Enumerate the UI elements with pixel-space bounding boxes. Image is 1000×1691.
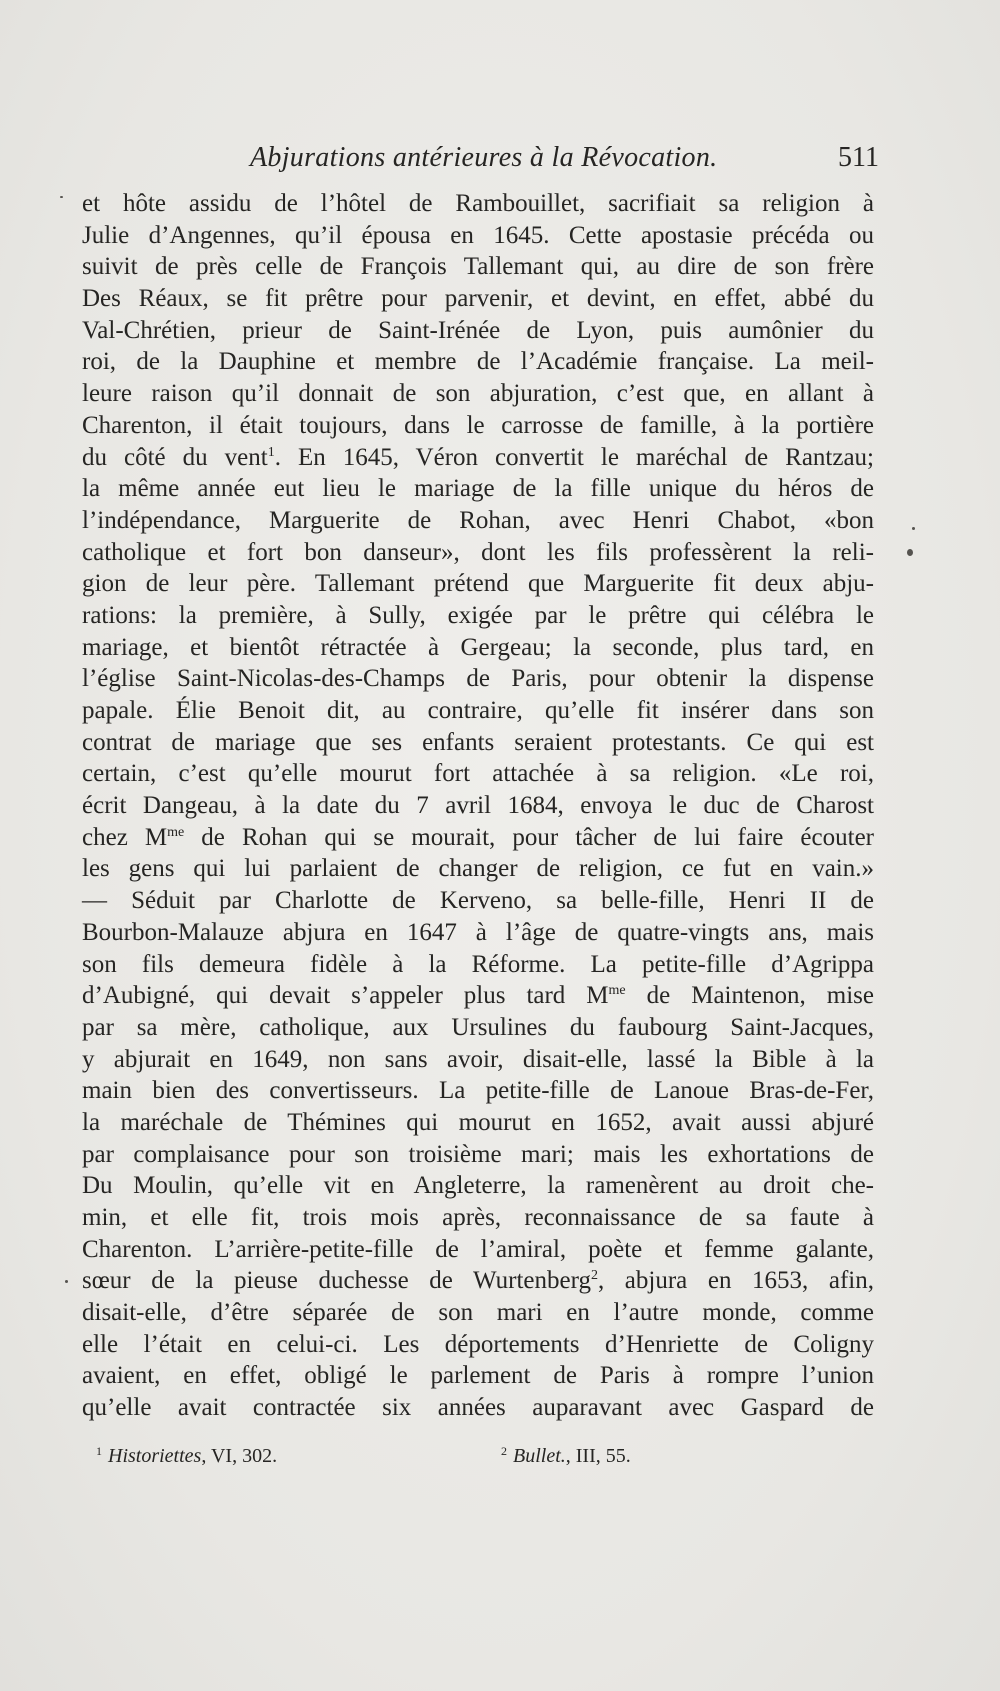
footnote-1	[96, 1444, 277, 1468]
text-segment: sœur de la pieuse duchesse de Wurtenberg	[82, 1267, 591, 1295]
text-line: la même année eut lieu le mariage de la fille unique du héros de	[82, 475, 874, 503]
ink-speck	[907, 549, 913, 556]
text-segment: de Maintenon, mise	[625, 982, 874, 1010]
footnotes	[96, 1444, 816, 1474]
footnote-work-title: Historiettes	[108, 1445, 202, 1467]
body-text	[82, 188, 874, 1424]
text-line: Des Réaux, se fit prêtre pour parvenir, et devint, en effet, abbé du	[82, 285, 874, 313]
text-segment: . En 1645, Véron convertit le maréchal de Rantzau;	[274, 443, 874, 471]
text-line	[82, 1265, 874, 1297]
text-line: papale. Élie Benoit dit, au contraire, qu’elle fit insérer dans son	[82, 697, 874, 724]
text-line: y abjurait en 1649, non sans avoir, disait-elle, lassé la Bible à la	[82, 1045, 874, 1073]
ink-speck	[60, 196, 63, 198]
text-line: par complaisance pour son troisième mari; mais les exhortations de	[82, 1140, 874, 1168]
text-line: catholique et fort bon danseur», dont les fils professèrent la reli-	[82, 538, 874, 566]
superscript-me: me	[167, 824, 185, 840]
text-line: Julie d’Angennes, qu’il épousa en 1645. Cette apostasie précéda ou	[82, 221, 874, 249]
text-line: Bourbon-Malauze abjura en 1647 à l’âge de quatre-vingts ans, mais	[82, 918, 874, 946]
text-line	[82, 980, 874, 1012]
footnote-work-title: Bullet.	[513, 1445, 566, 1467]
footnote-marker: 1	[96, 1444, 102, 1458]
text-line: leure raison qu’il donnait de son abjuration, c’est que, en allant à	[82, 380, 874, 408]
text-line: Val-Chrétien, prieur de Saint-Irénée de Lyon, puis aumônier du	[82, 316, 874, 344]
footnote-2	[501, 1444, 631, 1468]
text-segment: , abjura en 1653, afin,	[597, 1267, 874, 1295]
text-line: et hôte assidu de l’hôtel de Rambouillet, sacrifiait sa religion à	[82, 190, 874, 217]
text-line: mariage, et bientôt rétractée à Gergeau; la seconde, plus tard, en	[82, 633, 874, 661]
text-segment: chez M	[82, 823, 168, 851]
text-line	[82, 822, 874, 854]
footnote-ref-2: 2	[590, 1268, 598, 1284]
footnote-marker: 2	[501, 1444, 507, 1458]
text-line: par sa mère, catholique, aux Ursulines du faubourg Saint-Jacques,	[82, 1013, 874, 1041]
footnote-reference: , III, 55.	[565, 1445, 631, 1467]
text-line: l’indépendance, Marguerite de Rohan, avec Henri Chabot, «bon	[82, 506, 874, 534]
text-line: l’église Saint-Nicolas-des-Champs de Paris, pour obtenir la dispense	[82, 665, 874, 693]
text-line: Charenton, il était toujours, dans le carrosse de famille, à la portière	[82, 411, 874, 439]
footnote-ref-1: 1	[267, 444, 275, 460]
text-line: disait-elle, d’être séparée de son mari en l’autre monde, comme	[82, 1299, 874, 1327]
text-line: les gens qui lui parlaient de changer de religion, ce fut en vain.»	[82, 855, 874, 883]
superscript-me: me	[608, 983, 626, 999]
text-line: — Séduit par Charlotte de Kerveno, sa belle-fille, Henri II de	[82, 887, 874, 915]
text-line: qu’elle avait contractée six années auparavant avec Gaspard de	[82, 1394, 874, 1422]
ink-speck	[65, 1280, 68, 1283]
footnote-reference: , VI, 302.	[201, 1445, 278, 1467]
running-head	[0, 142, 1000, 182]
text-line: son fils demeura fidèle à la Réforme. La petite-fille d’Agrippa	[82, 950, 874, 978]
text-line: certain, c’est qu’elle mourut fort attachée à sa religion. «Le roi,	[82, 760, 874, 788]
text-segment: du côté du vent	[82, 443, 268, 471]
running-title: Abjurations antérieures à la Révocation.	[250, 142, 718, 173]
text-line: écrit Dangeau, à la date du 7 avril 1684, envoya le duc de Charost	[82, 792, 874, 820]
text-line: Charenton. L’arrière-petite-fille de l’amiral, poète et femme galante,	[82, 1235, 874, 1263]
text-line: la maréchale de Thémines qui mourut en 1652, avait aussi abjuré	[82, 1108, 874, 1136]
text-segment: d’Aubigné, qui devait s’appeler plus tard M	[82, 982, 609, 1010]
page-number: 511	[838, 142, 879, 173]
text-line: avaient, en effet, obligé le parlement de Paris à rompre l’union	[82, 1362, 874, 1390]
text-line: suivit de près celle de François Tallemant qui, au dire de son frère	[82, 253, 874, 281]
text-line: Du Moulin, qu’elle vit en Angleterre, la ramenèrent au droit che-	[82, 1172, 874, 1200]
ink-speck	[912, 527, 915, 530]
text-line: contrat de mariage que ses enfants seraient protestants. Ce qui est	[82, 728, 874, 756]
text-line: rations: la première, à Sully, exigée par le prêtre qui célébra le	[82, 601, 874, 629]
text-line: gion de leur père. Tallemant prétend que Marguerite fit deux abju-	[82, 570, 874, 598]
text-segment: de Rohan qui se mourait, pour tâcher de lui faire écouter	[184, 823, 874, 851]
text-line: min, et elle fit, trois mois après, reconnaissance de sa faute à	[82, 1204, 874, 1231]
text-line: main bien des convertisseurs. La petite-fille de Lanoue Bras-de-Fer,	[82, 1077, 874, 1105]
text-line: roi, de la Dauphine et membre de l’Académie française. La meil-	[82, 348, 874, 376]
text-line: elle l’était en celui-ci. Les déportements d’Henriette de Coligny	[82, 1330, 874, 1358]
text-line	[82, 442, 874, 474]
